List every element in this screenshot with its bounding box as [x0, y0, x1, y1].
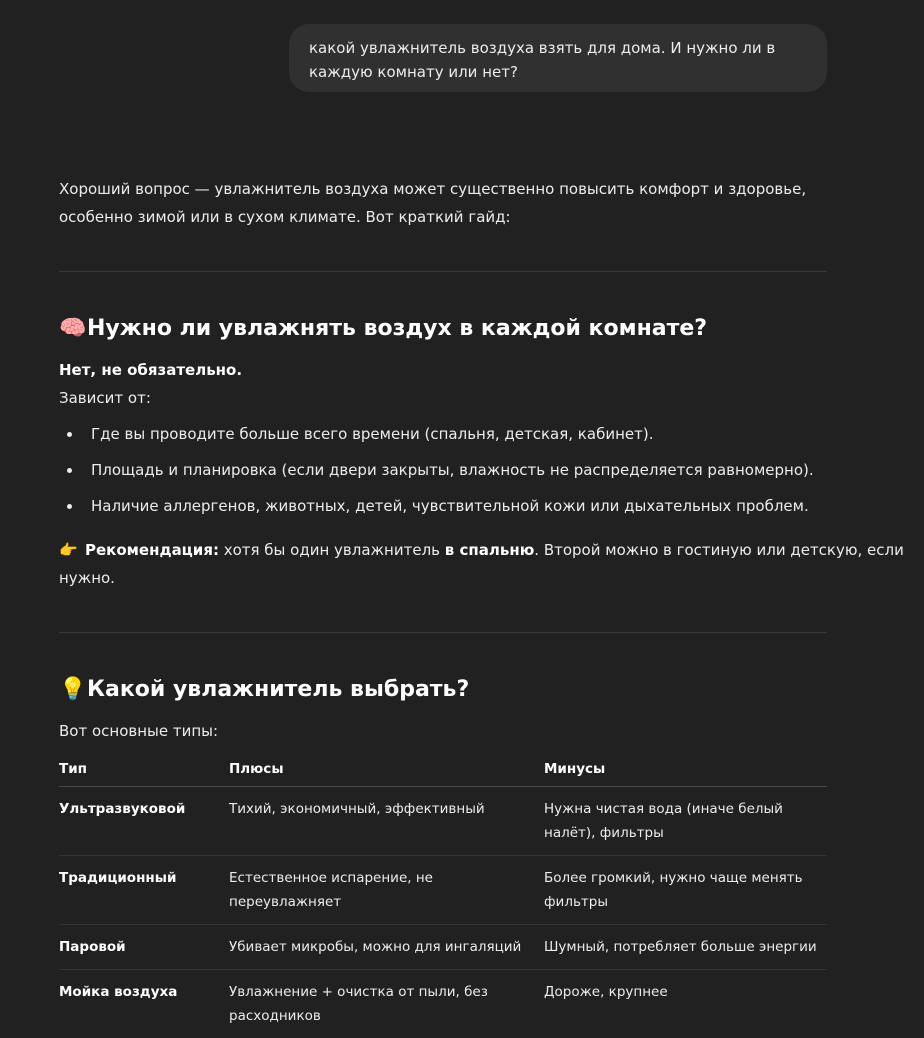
user-message-bubble: [289, 24, 827, 92]
pointing-hand-icon: 👉: [59, 536, 85, 564]
table-row: [59, 970, 827, 1038]
list-item: Площадь и планировка (если двери закрыты, влажность не распределяется равномерно).: [59, 456, 814, 492]
table-cell-type: Традиционный: [59, 856, 229, 925]
recommendation-bold: в спальню: [445, 541, 535, 559]
humidifier-types-table: [59, 752, 827, 1038]
table-header-cons: Минусы: [544, 752, 827, 787]
table-header-row: [59, 752, 827, 787]
list-item: Где вы проводите больше всего времени (спальня, детская, кабинет).: [59, 420, 814, 456]
answer-text: Нет, не обязательно.: [59, 356, 242, 384]
table-row: [59, 856, 827, 925]
table-row: [59, 787, 827, 856]
table-cell-pros: Тихий, экономичный, эффективный: [229, 787, 544, 856]
divider: [59, 632, 827, 633]
recommendation-label: Рекомендация:: [85, 541, 219, 559]
table-cell-type: Паровой: [59, 925, 229, 970]
table-header-type: Тип: [59, 752, 229, 787]
table-cell-pros: Увлажнение + очистка от пыли, без расходников: [229, 970, 544, 1038]
table-cell-type: Ультразвуковой: [59, 787, 229, 856]
section-heading-types: [59, 674, 469, 706]
user-message-text: какой увлажнитель воздуха взять для дома. И нужно ли в каждую комнату или нет?: [309, 39, 775, 81]
table-header-pros: Плюсы: [229, 752, 544, 787]
recommendation-line-2: нужно.: [59, 564, 115, 592]
table-cell-type: Мойка воздуха: [59, 970, 229, 1038]
table-cell-cons: Шумный, потребляет больше энергии: [544, 925, 827, 970]
table-cell-cons: Более громкий, нужно чаще менять фильтры: [544, 856, 827, 925]
intro-line-2: особенно зимой или в сухом климате. Вот краткий гайд:: [59, 203, 511, 231]
recommendation-line-1: [59, 536, 904, 564]
table-row: [59, 925, 827, 970]
intro-line-1: Хороший вопрос — увлажнитель воздуха может существенно повысить комфорт и здоровье,: [59, 175, 806, 203]
divider: [59, 271, 827, 272]
table-cell-cons: Нужна чистая вода (иначе белый налёт), фильтры: [544, 787, 827, 856]
depends-list: [59, 420, 814, 528]
table-cell-cons: Дороже, крупнее: [544, 970, 827, 1038]
depends-label: Зависит от:: [59, 384, 151, 412]
brain-icon: 🧠: [59, 313, 87, 345]
recommendation-text-a: хотя бы один увлажнитель: [219, 541, 445, 559]
types-intro: Вот основные типы:: [59, 717, 218, 745]
section-heading-rooms-text: Нужно ли увлажнять воздух в каждой комнате?: [87, 316, 707, 341]
recommendation-text-b: . Второй можно в гостиную или детскую, если: [534, 541, 904, 559]
table-cell-pros: Убивает микробы, можно для ингаляций: [229, 925, 544, 970]
list-item: Наличие аллергенов, животных, детей, чувствительной кожи или дыхательных проблем.: [59, 492, 814, 528]
table-cell-pros: Естественное испарение, не переувлажняет: [229, 856, 544, 925]
section-heading-rooms: [59, 313, 707, 345]
section-heading-types-text: Какой увлажнитель выбрать?: [87, 677, 469, 702]
lightbulb-icon: 💡: [59, 674, 87, 706]
